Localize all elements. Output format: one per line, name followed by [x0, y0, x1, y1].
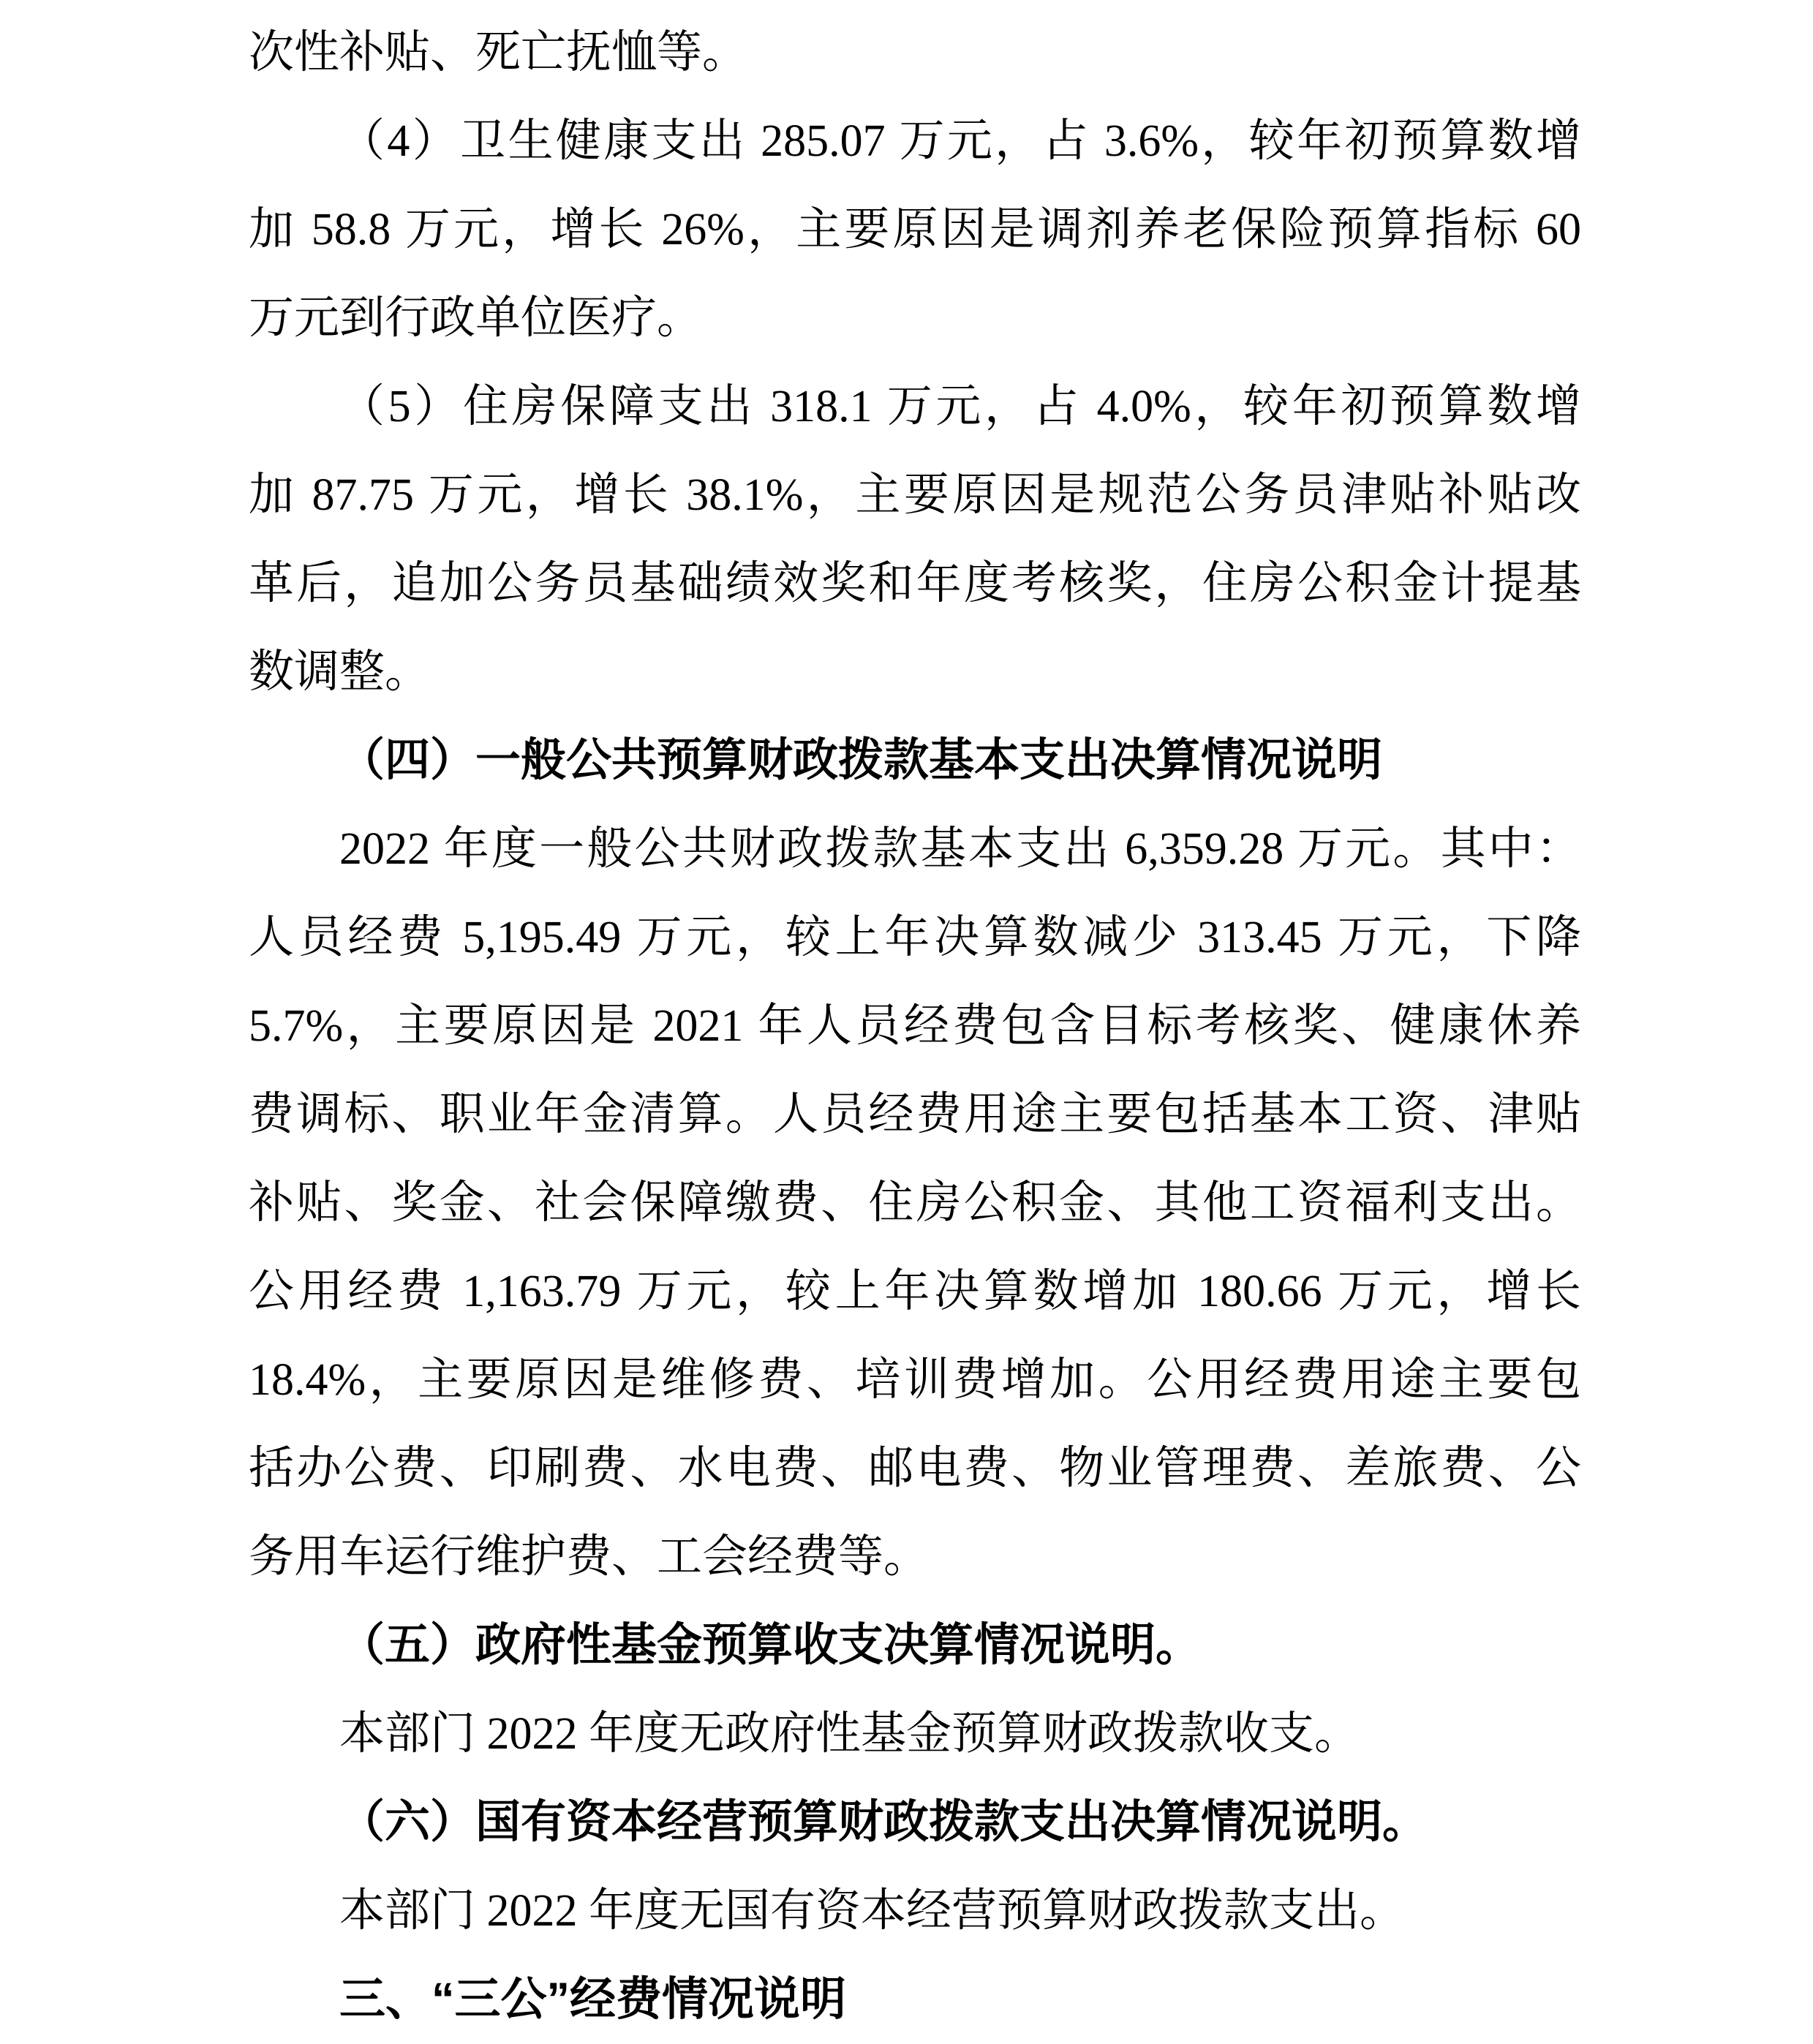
text-line: （4）卫生健康支出 285.07 万元，占 3.6%，较年初预算数增 [339, 116, 1581, 166]
text-line: 本部门 2022 年度无政府性基金预算财政拨款收支。 [339, 1709, 1360, 1759]
text-line: 革后，追加公务员基础绩效奖和年度考核奖，住房公积金计提基 [249, 559, 1581, 608]
text-line: 5.7%，主要原因是 2021 年人员经费包含目标考核奖、健康休养 [249, 1001, 1581, 1051]
text-line: 公用经费 1,163.79 万元，较上年决算数增加 180.66 万元，增长 [249, 1267, 1581, 1316]
text-line: （5）住房保障支出 318.1 万元，占 4.0%，较年初预算数增 [339, 382, 1581, 431]
section-heading-san-gong: 三、“三公”经费情况说明 [339, 1974, 846, 2025]
section-heading-six: （六）国有资本经营预算财政拨款支出决算情况说明。 [339, 1798, 1428, 1847]
section-heading-five: （五）政府性基金预算收支决算情况说明。 [339, 1621, 1202, 1670]
text-line: 加 58.8 万元，增长 26%，主要原因是调剂养老保险预算指标 60 [249, 205, 1581, 254]
text-line: 数调整。 [249, 647, 431, 697]
text-line: 补贴、奖金、社会保障缴费、住房公积金、其他工资福利支出。 [249, 1178, 1581, 1228]
text-line: 次性补贴、死亡抚恤等。 [249, 28, 748, 78]
text-line: 加 87.75 万元，增长 38.1%，主要原因是规范公务员津贴补贴改 [249, 470, 1581, 520]
text-line: 2022 年度一般公共财政拨款基本支出 6,359.28 万元。其中： [339, 824, 1581, 874]
text-line: 本部门 2022 年度无国有资本经营预算财政拨款支出。 [339, 1886, 1406, 1936]
text-line: 人员经费 5,195.49 万元，较上年决算数减少 313.45 万元，下降 [249, 913, 1581, 962]
section-heading-four: （四）一般公共预算财政拨款基本支出决算情况说明 [339, 736, 1383, 785]
text-line: 括办公费、印刷费、水电费、邮电费、物业管理费、差旅费、公 [249, 1444, 1581, 1493]
text-line: 费调标、职业年金清算。人员经费用途主要包括基本工资、津贴 [249, 1090, 1581, 1139]
text-line: 务用车运行维护费、工会经费等。 [249, 1532, 930, 1582]
text-line: 18.4%，主要原因是维修费、培训费增加。公用经费用途主要包 [249, 1355, 1581, 1405]
text-line: 万元到行政单位医疗。 [249, 293, 703, 343]
